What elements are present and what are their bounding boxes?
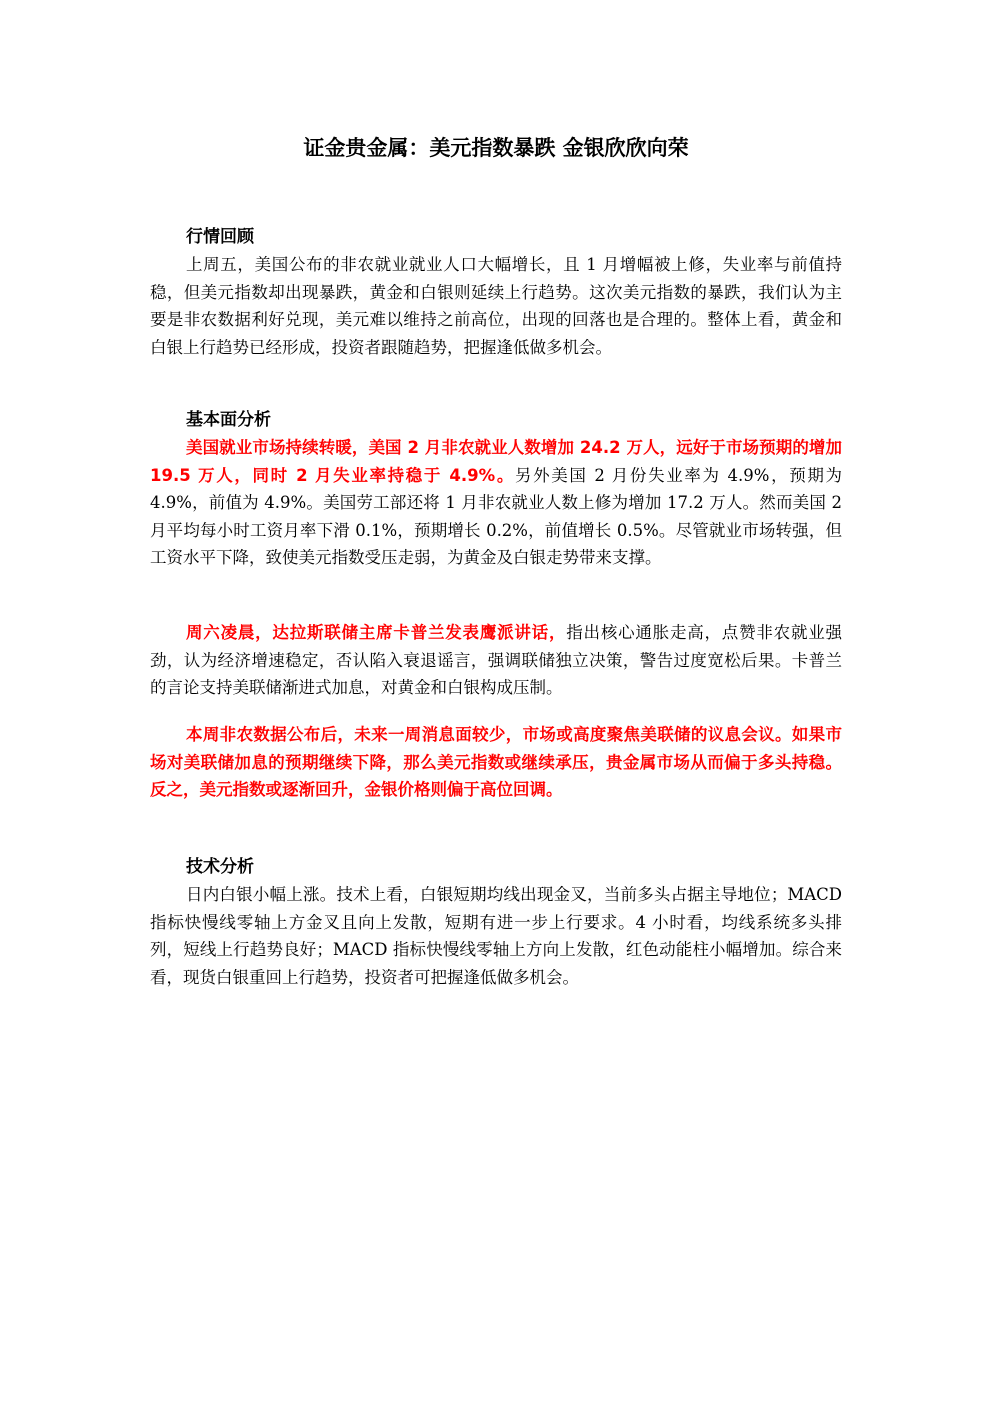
section-heading-market-review: 行情回顾 — [186, 227, 254, 247]
section-heading-fundamental-analysis: 基本面分析 — [186, 410, 271, 430]
section-outlook — [150, 721, 842, 804]
fundamental-highlight: 美国就业市场持续转暖，美国 2 月非农就业人数增加 24.2 万人，远好于市场预期的增加 19.5 万人，同时 2 月失业率持稳于 4.9%。 — [150, 438, 842, 485]
outlook-highlight: 本周非农数据公布后，未来一周消息面较少，市场或高度聚焦美联储的议息会议。如果市场对美联储加息的预期继续下降，那么美元指数或继续承压，贵金属市场从而偏于多头持稳。反之，美元指数或逐渐回升，金银价格则偏于高位回调。 — [150, 725, 842, 799]
fundamental-paragraph — [150, 434, 842, 572]
fed-speech-body: 指出核心通胀走高，点赞非农就业强劲，认为经济增速稳定，否认陷入衰退谣言，强调联储独立决策，警告过度宽松后果。卡普兰的言论支持美联储渐进式加息，对黄金和白银构成压制。 — [150, 623, 843, 697]
section-technical-analysis — [150, 853, 842, 991]
outlook-paragraph — [150, 721, 842, 804]
technical-paragraph: 日内白银小幅上涨。技术上看，白银短期均线出现金叉，当前多头占据主导地位；MACD 指标快慢线零轴上方金叉且向上发散，短期有进一步上行要求。4 小时看，均线系统多头排列，短线上行趋势良好；MACD 指标快慢线零轴上方向上发散，红色动能柱小幅增加。综合来看，现货白银重回上行趋势，投资者可把握逢低做多机会。 — [150, 885, 842, 987]
section-heading-technical-analysis: 技术分析 — [186, 857, 254, 877]
section-fundamental-analysis — [150, 406, 842, 572]
document-title: 证金贵金属：美元指数暴跌 金银欣欣向荣 — [303, 135, 689, 160]
section-market-review — [150, 223, 842, 361]
fed-speech-paragraph — [150, 619, 842, 702]
section-fed-speech — [150, 619, 842, 702]
fundamental-body: 另外美国 2 月份失业率为 4.9%，预期为 4.9%，前值为 4.9%。美国劳工部还将 1 月非农就业人数上修为增加 17.2 万人。然而美国 2 月平均每小时工资月率下滑 0.1%，预期增长 0.2%，前值增长 0.5%。尽管就业市场转强，但工资水平下降，致使美元指数受压走弱，为黄金及白银走势带来支撑。 — [150, 465, 843, 567]
fed-speech-highlight: 周六凌晨，达拉斯联储主席卡普兰发表鹰派讲话， — [186, 623, 567, 642]
market-review-paragraph: 上周五，美国公布的非农就业就业人口大幅增长，且 1 月增幅被上修，失业率与前值持稳，但美元指数却出现暴跌，黄金和白银则延续上行趋势。这次美元指数的暴跌，我们认为主要是非农数据利好兑现，美元难以维持之前高位，出现的回落也是合理的。整体上看，黄金和白银上行趋势已经形成，投资者跟随趋势，把握逢低做多机会。 — [150, 255, 842, 357]
